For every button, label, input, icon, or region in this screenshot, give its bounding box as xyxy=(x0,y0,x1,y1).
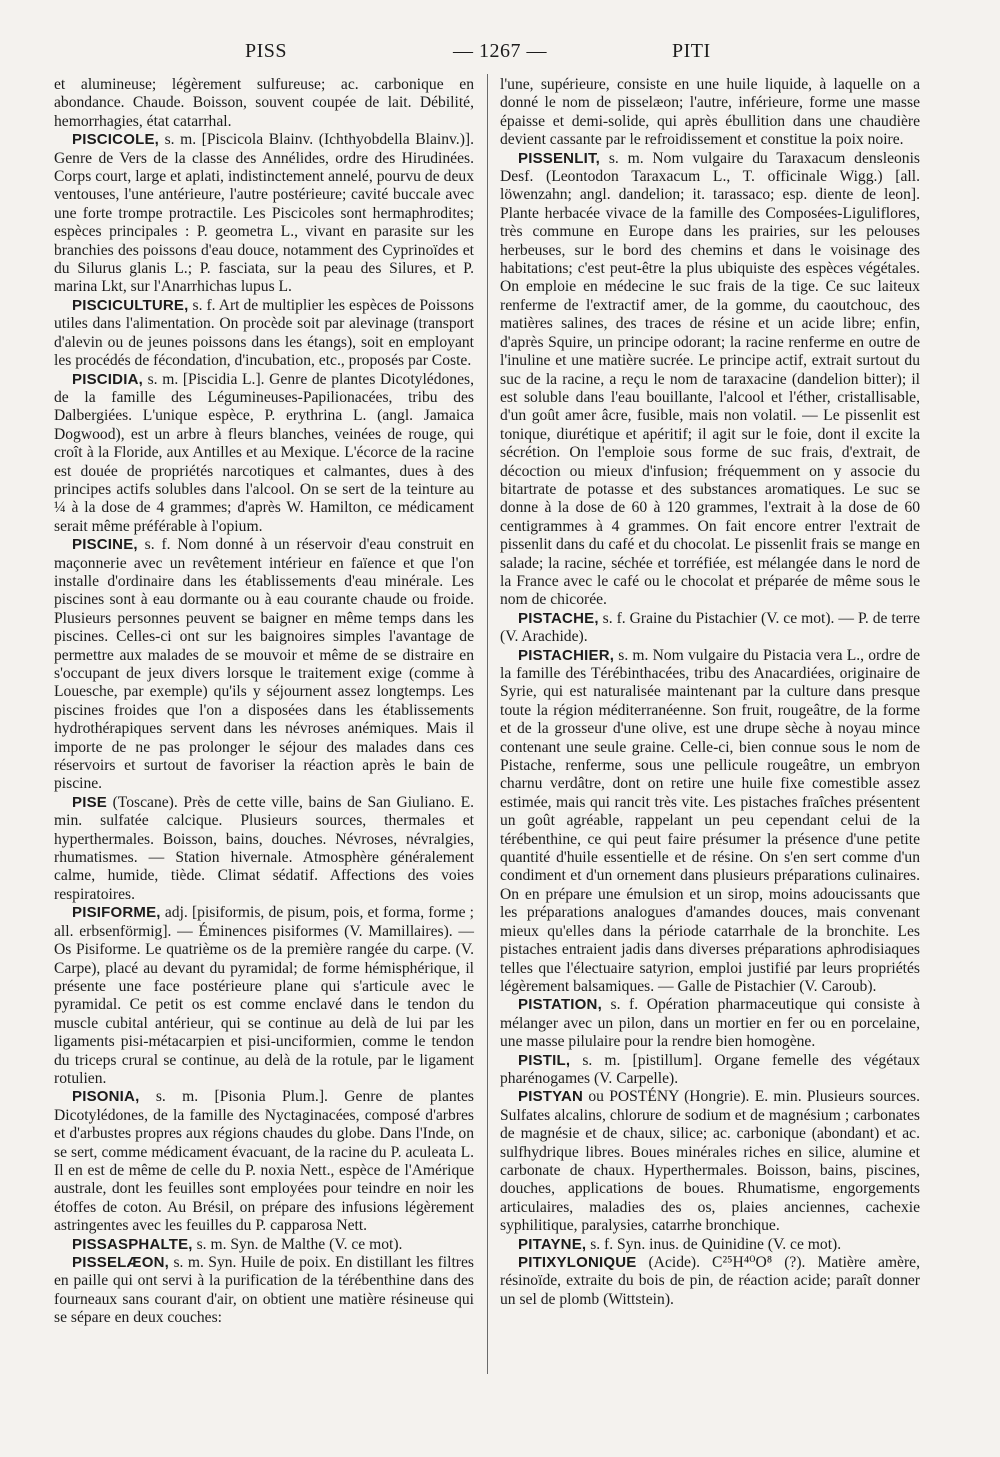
running-head-right: PITI xyxy=(672,40,711,62)
right-column xyxy=(500,76,920,1309)
dictionary-entry xyxy=(54,1254,474,1328)
entry-headword: PITAYNE, xyxy=(518,1235,587,1253)
entry-text: s. m. Nom vulgaire du Taraxacum densleonis Desf. (Leontodon Taraxacum L., T. officinale Wigg.) [all. löwenzahn; angl. dandelion; it. tarassaco; esp. diente de leon]. Plante herbacée vivace de la famille des Composées-Liguliflores, très commune en Europe dans les prairies, sur les pelouses herbeuses, sur le bord des chemins et dans le voisinage des habitations; c'est peut-être la plus ubiquiste des espèces végétales. On emploie en médecine le suc frais de la tige. Ce suc laiteux renferme de l'extractif amer, de la gomme, du caoutchouc, des matières salines, des traces de résine et un acide libre; enfin, d'après Squire, un principe odorant; la racine renferme en outre de l'inuline et une matière sucrée. Le principe actif, extrait surtout du suc de la racine, a reçu le nom de taraxacine (dandelion bitter); il est soluble dans l'eau bouillante, l'alcool et l'éther, cristallisable, d'un goût amer âcre, fusible, mais non volatil. — Le pissenlit est tonique, diurétique et apéritif; il agit sur le foie, dont il excite la sécrétion. On l'emploie sous forme de suc frais, d'extrait, de décoction ou mieux d'infusion; fréquemment on y associe du bitartrate de potasse et des substances aromatiques. Le suc se donne à la dose de 60 à 120 grammes, l'extrait à la dose de 60 centigrammes à 4 grammes. On fait encore entrer l'extrait de pissenlit dans du café et du chocolat. Le pissenlit frais se mange en salade; la racine, séchée et torréfiée, est mélangée dans le nord de la France avec le café ou le chocolat et préparée de même sous le nom de chicorée. xyxy=(500,149,920,609)
entry-text: et alumineuse; légèrement sulfureuse; ac. carbonique en abondance. Chaude. Boisson, souvent coupée de lait. Débilité, hemorrhagies, état catarrhal. xyxy=(54,76,474,130)
entry-text: s. m. [Pisonia Plum.]. Genre de plantes Dicotylédones, de la famille des Nyctaginacées, composé d'arbres et d'arbustes propres aux régions chaudes du globe. Dans l'Inde, on se sert, comme médicament évacuant, de la racine du P. aculeata L. Il en est de même de celle du P. noxia Nett., espèce de l'Amérique australe, dont les feuilles sont employées pour teindre en noir les étoffes de coton. Au Brésil, on prépare des infusions légèrement astringentes avec les feuilles du P. capparosa Nett. xyxy=(54,1088,474,1235)
dictionary-entry xyxy=(54,371,474,537)
entry-text: s. m. [Piscidia L.]. Genre de plantes Dicotylédones, de la famille des Légumineuses-Papilionacées, tribu des Dalbergiées. L'unique espèce, P. erythrina L. (angl. Jamaica Dogwood), est un arbre à fleurs blanches, veinées de rouge, qui croît à la Floride, aux Antilles et au Mexique. L'écorce de la racine est douée de propriétés narcotiques et calmantes, dues à des principes actifs solubles dans l'alcool. On se sert de la teinture au ¼ à la dose de 4 grammes; d'après W. Hamilton, ce médicament serait même préférable à l'opium. xyxy=(54,370,474,535)
entry-headword: PISCINE, xyxy=(72,536,138,554)
dictionary-entry xyxy=(500,610,920,647)
dictionary-entry xyxy=(54,904,474,1088)
entry-headword: PISCIDIA, xyxy=(72,370,143,388)
column-divider xyxy=(487,74,488,1374)
entry-headword: PISTACHIER, xyxy=(518,646,615,664)
entry-text: s. m. [Piscicola Blainv. (Ichthyobdella Blainv.)]. Genre de Vers de la classe des Annélides, ordre des Hirudinées. Corps court, large et aplati, indistinctement annelé, pourvu de deux ventouses, l'une antérieure, l'autre postérieure; cavité buccale avec une forte trompe protractile. Les Piscicoles sont hermaphrodites; espèces principales : P. geometra L., vivant en parasite sur les branchies des poissons d'eau douce, notamment des Cyprinoïdes et du Silurus glanis L.; P. fasciata, sur la peau des Silures, et P. marina Lkt, sur l'Anarrhichas lupus L. xyxy=(54,131,474,296)
entry-text: s. m. Syn. Huile de poix. En distillant les filtres en paille qui ont servi à la purification de la térébenthine dans des fourneaux sans courant d'air, on obtient une matière résineuse qui se sépare en deux couches: xyxy=(54,1254,474,1327)
entry-headword: PISIFORME, xyxy=(72,904,161,922)
dictionary-entry xyxy=(54,76,474,131)
entry-headword: PISCICOLE, xyxy=(72,131,160,149)
dictionary-entry xyxy=(54,297,474,371)
entry-text: s. f. Syn. inus. de Quinidine (V. ce mot). xyxy=(586,1235,842,1253)
entry-text: s. m. Syn. de Malthe (V. ce mot). xyxy=(192,1235,403,1253)
dictionary-entry xyxy=(54,794,474,904)
entry-text: s. m. [pistillum]. Organe femelle des végétaux pharénogames (V. Carpelle). xyxy=(500,1051,920,1087)
entry-headword: PISTIL, xyxy=(518,1051,571,1069)
dictionary-entry xyxy=(500,1254,920,1309)
entry-headword: PISE xyxy=(72,793,107,811)
entry-headword: PISSASPHALTE, xyxy=(72,1235,193,1253)
entry-text: s. f. Nom donné à un réservoir d'eau construit en maçonnerie avec un revêtement intérieur en faïence et que l'on installe d'ordinaire dans les établissements d'eau minérale. Les piscines sont à eau dormante ou à eau courante chaude ou froide. Plusieurs personnes peuvent se baigner en même temps dans les piscines. Celles-ci ont sur les baignoires simples l'avantage de permettre aux malades de se mouvoir et même de se distraire en s'occupant de jeux divers lorsque le traitement exige (comme à Louesche, par exemple) qu'ils y séjournent assez longtemps. Les piscines froides que l'on a disposées dans les établissements hydrothérapiques servent dans les névroses anémiques. Mais il importe de ne pas prolonger le séjour des malades dans ces réservoirs et surtout de favoriser la réaction après le bain de piscine. xyxy=(54,536,474,793)
running-head-left: PISS xyxy=(245,40,288,62)
left-column xyxy=(54,76,474,1328)
entry-headword: PISTATION, xyxy=(518,996,602,1014)
dictionary-entry xyxy=(500,647,920,997)
entry-headword: PISSELÆON, xyxy=(72,1254,170,1271)
dictionary-entry xyxy=(500,1088,920,1235)
entry-text: (Toscane). Près de cette ville, bains de San Giuliano. E. min. sulfatée calcique. Plusieurs sources, thermales et hyperthermales. Boisson, bains, douches. Névroses, névralgies, rhumatismes. — Station hivernale. Atmosphère généralement calme, humide, tiède. Climat sédatif. Affections des voies respiratoires. xyxy=(54,793,474,903)
dictionary-entry xyxy=(54,131,474,297)
entry-headword: PISCICULTURE, xyxy=(72,296,189,314)
entry-headword: PISONIA, xyxy=(72,1088,140,1106)
entry-text: s. f. Art de multiplier les espèces de Poissons utiles dans l'alimentation. On procède soit par alevinage (transport d'alevin ou de jeunes poissons dans les étangs), soit en employant les procédés de fécondation, d'incubation, etc., proposés par Coste. xyxy=(54,296,474,370)
entry-text: s. f. Graine du Pistachier (V. ce mot). — P. de terre (V. Arachide). xyxy=(500,609,920,646)
dictionary-entry xyxy=(500,76,920,150)
dictionary-entry xyxy=(54,1088,474,1235)
dictionary-entry xyxy=(500,996,920,1051)
entry-text: ou POSTÉNY (Hongrie). E. min. Plusieurs sources. Sulfates alcalins, chlorure de sodium et de magnésium ; carbonates de magnésie et de chaux, silice; ac. carbonique (abondant) et ac. sulfhydrique libres. Boues minérales riches en silice, alumine et carbonate de chaux. Hyperthermales. Boisson, bains, piscines, douches, applications de boues. Rhumatisme, engorgements articulaires, maladies des os, plaies anciennes, cachexie syphilitique, paralysies, catarrhe bronchique. xyxy=(500,1088,920,1235)
entry-text: s. m. Nom vulgaire du Pistacia vera L., ordre de la famille des Térébinthacées, tribu des Anacardiées, originaire de Syrie, qui est naturalisée maintenant par la culture dans presque toute la région méditerranéenne. Son fruit, rougeâtre, de la forme et de la grosseur d'une olive, est une drupe sèche à noyau mince contenant une seule graine. Celle-ci, bien connue sous le nom de Pistache, renferme, sous une pellicule rougeâtre, un embryon charnu verdâtre, dont on retire une huile fixe comestible assez estimée, mais qui rancit très vite. Les pistaches fraîches présentent un goût agréable, rappelant un peu cependant celui de la térébenthine, ce qui peut faire présumer la présence d'une petite quantité d'huile essentielle et de résine. On s'en sert comme d'un condiment et d'un ornement dans plusieurs préparations culinaires. On en prépare une émulsion et un sirop, moins adoucissants que les préparations analogues d'amandes douces, mais convenant mieux qu'elles dans la période catarrhale de la bronchite. Les pistaches entraient jadis dans diverses préparations aphrodisiaques telles que l'électuaire satyrion, emploi justifié par leurs propriétés légèrement balsamiques. — Galle de Pistachier (V. Caroub). xyxy=(500,646,920,995)
dictionary-entry xyxy=(500,1236,920,1254)
entry-headword: PISSENLIT, xyxy=(518,149,601,167)
entry-text: s. f. Opération pharmaceutique qui consiste à mélanger avec un pilon, dans un mortier en fer ou en porcelaine, une masse pilulaire pour la rendre bien homogène. xyxy=(500,996,920,1051)
dictionary-entry xyxy=(500,150,920,610)
page-number: — 1267 — xyxy=(453,40,547,62)
entry-text: adj. [pisiformis, de pisum, pois, et forma, forme ; all. erbsenförmig]. — Éminences pisiformes (V. Mamillaires). — Os Pisiforme. Le quatrième os de la première rangée du carpe. (V. Carpe), placé au devant du pyramidal; de forme hémisphérique, il présente une face postérieure plane qui s'articule avec le pyramidal. Ce petit os est comme enclavé dans le tendon du muscle cubital antérieur, qui se continue au delà de lui par les ligaments pisi-métacarpien et pisi-unciformien, comme le tendon du triceps crural se continue, au delà de la rotule, par le ligament rotulien. xyxy=(54,904,474,1087)
entry-headword: PITIXYLONIQUE xyxy=(518,1254,637,1271)
dictionary-entry xyxy=(54,536,474,794)
entry-text: l'une, supérieure, consiste en une huile liquide, à laquelle on a donné le nom de pisselæon; l'autre, inférieure, forme une masse épaisse et demi-solide, qui après ébullition dans une chaudière devient cassante par le refroidissement et constitue la poix noire. xyxy=(500,76,920,149)
dictionary-entry xyxy=(500,1052,920,1089)
entry-text: (Acide). C²⁵H⁴⁰O⁸ (?). Matière amère, résinoïde, extraite du bois de pin, de réaction acide; paraît donner un sel de plomb (Wittstein). xyxy=(500,1254,920,1308)
entry-headword: PISTACHE, xyxy=(518,609,599,627)
running-head xyxy=(0,40,1000,70)
entry-headword: PISTYAN xyxy=(518,1088,584,1106)
dictionary-entry xyxy=(54,1236,474,1254)
